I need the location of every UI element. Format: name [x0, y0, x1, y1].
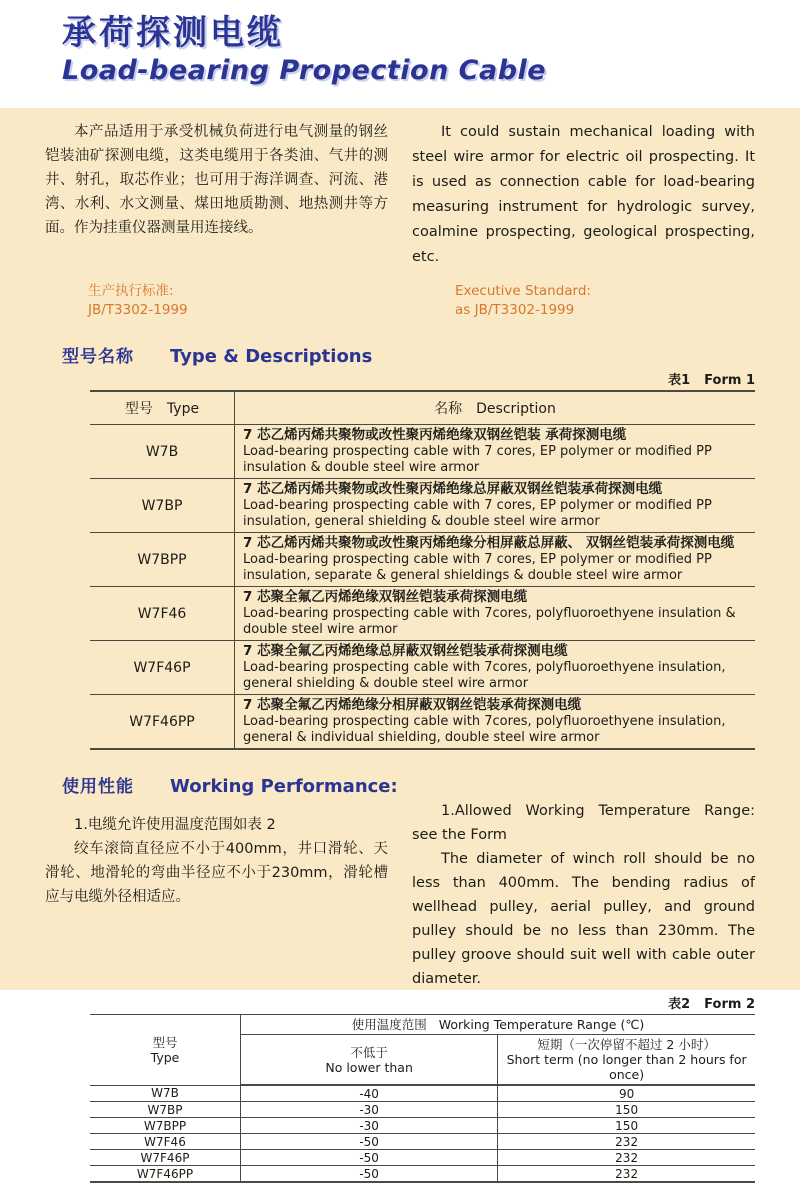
performance-column-en — [412, 799, 755, 991]
table2-short-header — [498, 1035, 755, 1086]
performance-en-line1: 1.Allowed Working Temperature Range: see the Form — [412, 803, 755, 843]
table-row — [90, 479, 755, 533]
table-row — [90, 641, 755, 695]
table2-short-header-en: Short term (no longer than 2 hours for once) — [506, 1052, 747, 1082]
cell-short-temp: 150 — [498, 1102, 755, 1118]
table-row — [90, 1085, 755, 1102]
table-row — [90, 587, 755, 641]
table-row — [90, 1118, 755, 1134]
table2-min-header-en: No lower than — [325, 1059, 413, 1075]
table2-type-header-en: Type — [150, 1049, 180, 1065]
description-en: Load-bearing prospecting cable with 7cores, polyfluoroethyene insulation & double steel wire armor — [243, 606, 736, 637]
cell-type: W7F46P — [90, 1150, 241, 1166]
table1-type-header-en: Type — [166, 401, 200, 417]
cell-min-temp: -50 — [241, 1166, 498, 1183]
standard-en-label: Executive Standard: — [455, 283, 591, 299]
performance-zh-line1: 1.电缆允许使用温度范围如表 2 — [74, 817, 276, 833]
cell-short-temp: 150 — [498, 1118, 755, 1134]
standard-zh-value: JB/T3302-1999 — [88, 302, 188, 318]
page-title-zh: 承荷探测电缆 — [62, 13, 284, 53]
cell-type: W7BP — [90, 479, 235, 533]
description-en: Load-bearing prospecting cable with 7cores, polyfluoroethyene insulation, general & individual shielding, double steel wire armor — [243, 714, 726, 745]
cell-type: W7F46PP — [90, 695, 235, 750]
table2-range-header — [241, 1015, 756, 1035]
performance-column-zh — [45, 799, 388, 991]
cell-type: W7BPP — [90, 1118, 241, 1134]
table-row — [90, 533, 755, 587]
standard-en — [412, 282, 755, 320]
table2-range-header-en: Working Temperature Range (℃) — [438, 1017, 645, 1032]
intro-paragraph-en: It could sustain mechanical loading with steel wire armor for electric oil prospecting. It is used as connection cable for load-bearing measuring instrument for hydrologic survey, coalmine prospecting, geological prospecting, etc. — [412, 124, 755, 265]
performance-section-heading — [45, 772, 755, 797]
cell-min-temp: -30 — [241, 1118, 498, 1134]
cell-type: W7F46PP — [90, 1166, 241, 1183]
table1-desc-header-en: Description — [476, 401, 556, 417]
types-heading-zh: 型号名称 — [62, 347, 134, 367]
description-en: Load-bearing prospecting cable with 7cores, polyfluoroethyene insulation, general shielding & double steel wire armor — [243, 660, 726, 691]
description-zh: 7 芯乙烯丙烯共聚物或改性聚丙烯绝缘分相屏蔽总屏蔽、 双钢丝铠装承荷探测电缆 — [243, 535, 735, 551]
cell-min-temp: -50 — [241, 1134, 498, 1150]
page-body — [0, 108, 800, 1181]
cell-short-temp: 232 — [498, 1134, 755, 1150]
standards-section — [45, 282, 755, 320]
description-zh: 7 芯聚全氟乙丙烯绝缘双钢丝铠装承荷探测电缆 — [243, 589, 528, 605]
cell-type: W7F46P — [90, 641, 235, 695]
cell-description — [235, 533, 756, 587]
cell-description — [235, 695, 756, 750]
cell-type: W7F46 — [90, 1134, 241, 1150]
table1-type-header — [90, 391, 235, 425]
types-heading-en: Type & Descriptions — [170, 346, 373, 367]
table1-desc-header-zh: 名称 — [434, 401, 463, 417]
table2-min-header-zh: 不低于 — [350, 1044, 388, 1060]
cell-min-temp: -50 — [241, 1150, 498, 1166]
form2-label-zh: 表2 — [668, 997, 691, 1012]
table2-header-row1 — [90, 1015, 755, 1035]
description-zh: 7 芯乙烯丙烯共聚物或改性聚丙烯绝缘双钢丝铠装 承荷探测电缆 — [243, 427, 627, 443]
table2-min-header — [241, 1035, 498, 1086]
intro-column-zh — [45, 120, 388, 270]
cell-description — [235, 425, 756, 479]
cell-type: W7BPP — [90, 533, 235, 587]
table-row — [90, 1166, 755, 1183]
performance-heading-en: Working Performance: — [170, 776, 398, 797]
cell-type: W7BP — [90, 1102, 241, 1118]
cell-description — [235, 641, 756, 695]
form1-label-en: Form 1 — [704, 373, 755, 388]
form2-label — [90, 993, 755, 1012]
table-row — [90, 425, 755, 479]
cell-short-temp: 232 — [498, 1166, 755, 1183]
performance-text — [45, 799, 755, 991]
table1-type-header-zh: 型号 — [124, 401, 153, 417]
intro-column-en — [412, 120, 755, 270]
cell-type: W7F46 — [90, 587, 235, 641]
cell-type: W7B — [90, 1085, 241, 1102]
description-en: Load-bearing prospecting cable with 7 cores, EP polymer or modified PP insulation, general shielding & double steel wire armor — [243, 498, 712, 529]
types-section-heading — [45, 342, 755, 367]
cell-min-temp: -40 — [241, 1085, 498, 1102]
table-row — [90, 1102, 755, 1118]
description-zh: 7 芯聚全氟乙丙烯绝缘总屏蔽双钢丝铠装承荷探测电缆 — [243, 643, 568, 659]
description-en: Load-bearing prospecting cable with 7 cores, EP polymer or modified PP insulation, separate & general shieldings & double steel wire armor — [243, 552, 712, 583]
cell-short-temp: 90 — [498, 1085, 755, 1102]
cell-description — [235, 479, 756, 533]
standard-en-value: as JB/T3302-1999 — [455, 302, 575, 318]
table2-range-header-zh: 使用温度范围 — [351, 1017, 427, 1032]
cell-description — [235, 587, 756, 641]
standard-zh-label: 生产执行标准: — [88, 283, 174, 299]
standard-zh — [45, 282, 388, 320]
table1-header-row — [90, 391, 755, 425]
table2-type-header — [90, 1015, 241, 1086]
table2-type-header-zh: 型号 — [152, 1034, 178, 1050]
type-description-table — [90, 390, 755, 750]
table1-desc-header — [235, 391, 756, 425]
description-zh: 7 芯聚全氟乙丙烯绝缘分相屏蔽双钢丝铠装承荷探测电缆 — [243, 697, 582, 713]
table2-short-header-zh: 短期（一次停留不超过 2 小时） — [537, 1037, 716, 1052]
intro-paragraph-zh: 本产品适用于承受机械负荷进行电气测量的钢丝铠装油矿探测电缆，这类电缆用于各类油、气井的测井、射孔，取芯作业；也可用于海洋调查、河流、港湾、水利、水文测量、煤田地质勘测、地热测井等方面。作为挂重仪器测量用连接线。 — [45, 124, 388, 236]
page-title-en: Load-bearing Propection Cable — [62, 55, 547, 86]
temperature-table — [90, 1014, 755, 1183]
form1-label-zh: 表1 — [668, 373, 691, 388]
performance-heading-zh: 使用性能 — [62, 777, 134, 797]
table-row — [90, 1150, 755, 1166]
page-header — [0, 0, 800, 108]
cell-min-temp: -30 — [241, 1102, 498, 1118]
intro-section — [45, 120, 755, 270]
description-en: Load-bearing prospecting cable with 7 cores, EP polymer or modified PP insulation & double steel wire armor — [243, 444, 712, 475]
description-zh: 7 芯乙烯丙烯共聚物或改性聚丙烯绝缘总屏蔽双钢丝铠装承荷探测电缆 — [243, 481, 663, 497]
performance-zh-line2: 绞车滚筒直径应不小于400mm，井口滑轮、天滑轮、地滑轮的弯曲半径应不小于230mm，滑轮槽应与电缆外径相适应。 — [45, 841, 388, 905]
performance-en-line2: The diameter of winch roll should be no less than 400mm. The bending radius of wellhead pulley, aerial pulley, and ground pulley should be no less than 230mm. The pulley groove should suit well with cable outer diameter. — [412, 851, 755, 987]
form1-label — [90, 369, 755, 388]
cell-short-temp: 232 — [498, 1150, 755, 1166]
table-row — [90, 1134, 755, 1150]
table-row — [90, 695, 755, 750]
form2-label-en: Form 2 — [704, 997, 755, 1012]
cell-type: W7B — [90, 425, 235, 479]
